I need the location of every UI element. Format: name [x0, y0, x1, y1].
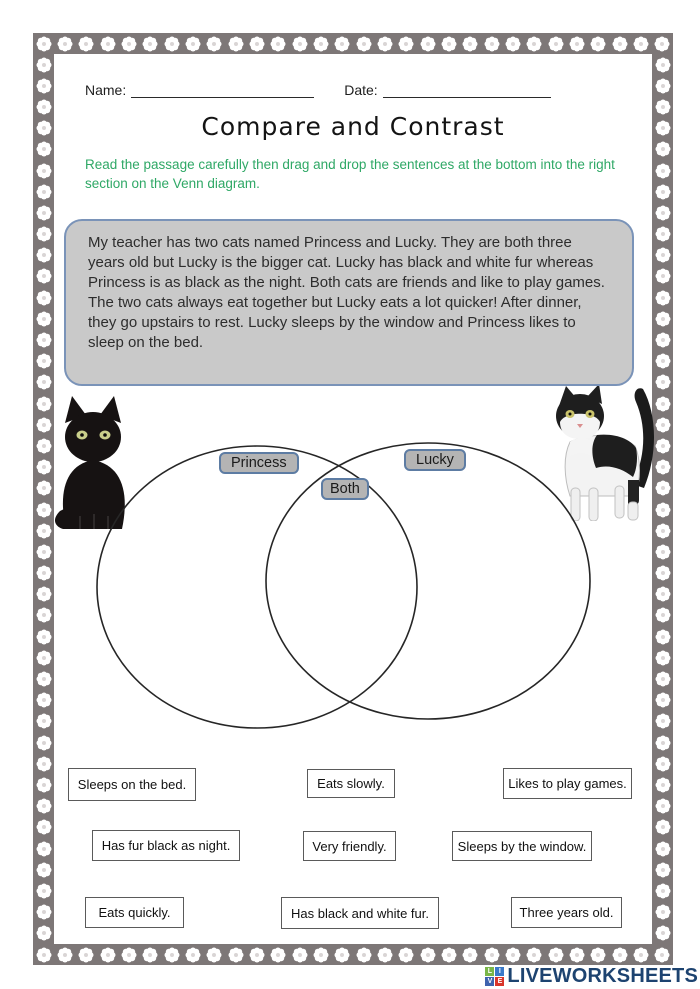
flower-icon: [36, 523, 51, 538]
name-input-line[interactable]: [131, 84, 314, 98]
flower-icon: [36, 57, 51, 72]
venn-label-both: Both: [321, 478, 369, 500]
flower-icon: [143, 947, 158, 962]
flower-icon: [505, 947, 520, 962]
flower-icon: [655, 163, 670, 178]
flower-icon: [36, 396, 51, 411]
flower-icon: [655, 184, 670, 199]
drag-sentence[interactable]: Has black and white fur.: [281, 897, 439, 929]
flower-icon: [36, 566, 51, 581]
flower-icon: [36, 438, 51, 453]
flower-icon: [569, 947, 584, 962]
flower-icon: [655, 333, 670, 348]
flower-icon: [655, 608, 670, 623]
flower-icon: [292, 947, 307, 962]
flower-icon: [633, 36, 648, 51]
flower-icon: [655, 57, 670, 72]
flower-icon: [655, 799, 670, 814]
flower-icon: [79, 36, 94, 51]
flower-icon: [36, 460, 51, 475]
flower-icon: [441, 947, 456, 962]
liveworksheets-logo-icon: [485, 967, 504, 986]
flower-icon: [655, 714, 670, 729]
flower-icon: [36, 481, 51, 496]
flower-icon: [36, 36, 51, 51]
flower-icon: [36, 333, 51, 348]
flower-icon: [655, 629, 670, 644]
flower-icon: [79, 947, 94, 962]
flower-icon: [121, 36, 136, 51]
flower-icon: [36, 799, 51, 814]
flower-icon: [271, 947, 286, 962]
flower-icon: [164, 36, 179, 51]
flower-icon: [185, 947, 200, 962]
flower-icon: [249, 947, 264, 962]
flower-icon: [100, 36, 115, 51]
flower-icon: [527, 947, 542, 962]
flower-icon: [57, 947, 72, 962]
flower-icon: [36, 184, 51, 199]
flower-icon: [36, 693, 51, 708]
flower-icon: [505, 36, 520, 51]
logo-letter: V: [485, 977, 494, 986]
flower-icon: [399, 36, 414, 51]
date-label: Date:: [344, 82, 378, 98]
venn-label-princess: Princess: [219, 452, 299, 474]
drag-sentence[interactable]: Three years old.: [511, 897, 622, 928]
drag-sentence[interactable]: Sleeps by the window.: [452, 831, 592, 861]
venn-label-lucky: Lucky: [404, 449, 466, 471]
flower-icon: [143, 36, 158, 51]
brand-wordmark[interactable]: LIVEWORKSHEETS: [507, 964, 698, 987]
flower-icon: [655, 99, 670, 114]
flower-icon: [313, 36, 328, 51]
flower-icon: [548, 947, 563, 962]
flower-icon: [36, 163, 51, 178]
flower-icon: [249, 36, 264, 51]
flower-icon: [57, 36, 72, 51]
flower-icon: [655, 756, 670, 771]
flower-icon: [377, 36, 392, 51]
flower-icon: [655, 544, 670, 559]
flower-icon: [36, 672, 51, 687]
page-title: Compare and Contrast: [201, 112, 505, 141]
flower-icon: [36, 735, 51, 750]
flower-icon: [420, 36, 435, 51]
flower-icon: [36, 290, 51, 305]
flower-icon: [36, 99, 51, 114]
flower-icon: [441, 36, 456, 51]
flower-icon: [655, 926, 670, 941]
flower-icon: [655, 78, 670, 93]
flower-icon: [655, 905, 670, 920]
flower-icon: [612, 947, 627, 962]
flower-icon: [36, 926, 51, 941]
flower-icon: [292, 36, 307, 51]
flower-icon: [463, 947, 478, 962]
flower-icon: [36, 947, 51, 962]
flower-icon: [655, 672, 670, 687]
flower-icon: [655, 142, 670, 157]
flower-icon: [164, 947, 179, 962]
flower-icon: [655, 587, 670, 602]
logo-letter: I: [495, 967, 504, 976]
flower-icon: [36, 862, 51, 877]
drag-sentence[interactable]: Sleeps on the bed.: [68, 768, 196, 801]
flower-icon: [36, 841, 51, 856]
flower-icon: [633, 947, 648, 962]
border-top: [33, 33, 673, 54]
instructions-text: Read the passage carefully then drag and drop the sentences at the bottom into the right section on the Venn diagram.: [85, 157, 615, 191]
flower-icon: [655, 566, 670, 581]
flower-icon: [399, 947, 414, 962]
flower-icon: [36, 248, 51, 263]
flower-icon: [655, 36, 670, 51]
name-date-row: [85, 82, 551, 98]
drag-sentence[interactable]: Eats slowly.: [307, 769, 395, 798]
flower-icon: [484, 36, 499, 51]
flower-icon: [655, 227, 670, 242]
flower-icon: [655, 248, 670, 263]
flower-icon: [36, 608, 51, 623]
drag-sentence[interactable]: Eats quickly.: [85, 897, 184, 928]
flower-icon: [655, 693, 670, 708]
flower-icon: [36, 121, 51, 136]
flower-icon: [335, 947, 350, 962]
flower-icon: [36, 354, 51, 369]
flower-icon: [655, 205, 670, 220]
border-bottom: [33, 944, 673, 965]
drag-sentence[interactable]: Likes to play games.: [503, 768, 632, 799]
flower-icon: [36, 502, 51, 517]
flower-icon: [591, 947, 606, 962]
flower-icon: [655, 947, 670, 962]
flower-icon: [36, 142, 51, 157]
flower-icon: [548, 36, 563, 51]
footer: [0, 963, 698, 989]
drag-sentence[interactable]: Has fur black as night.: [92, 830, 240, 861]
passage-box: My teacher has two cats named Princess and Lucky. They are both three years old but Lucky is the bigger cat. Lucky has black and white fur whereas Princess is as black as the night. Both cats are friends and like to play games. The two cats always eat together but Lucky eats a lot quicker! After dinner, they go upstairs to rest. Lucky sleeps by the window and Princess likes to sleep on the bed.: [64, 219, 634, 386]
flower-icon: [36, 777, 51, 792]
flower-icon: [655, 269, 670, 284]
name-label: Name:: [85, 82, 127, 98]
logo-letter: E: [495, 977, 504, 986]
flower-icon: [36, 756, 51, 771]
flower-icon: [36, 820, 51, 835]
flower-icon: [36, 905, 51, 920]
flower-icon: [36, 544, 51, 559]
flower-icon: [655, 735, 670, 750]
flower-icon: [655, 290, 670, 305]
flower-icon: [271, 36, 286, 51]
flower-icon: [185, 36, 200, 51]
venn-diagram[interactable]: [80, 428, 620, 746]
flower-icon: [655, 862, 670, 877]
flower-icon: [655, 523, 670, 538]
flower-icon: [36, 78, 51, 93]
flower-icon: [36, 650, 51, 665]
flower-icon: [420, 947, 435, 962]
flower-icon: [569, 36, 584, 51]
flower-icon: [36, 269, 51, 284]
flower-icon: [655, 777, 670, 792]
flower-icon: [655, 121, 670, 136]
flower-icon: [228, 36, 243, 51]
flower-icon: [655, 311, 670, 326]
flower-icon: [36, 417, 51, 432]
flower-icon: [591, 36, 606, 51]
flower-icon: [36, 883, 51, 898]
flower-icon: [527, 36, 542, 51]
flower-icon: [655, 841, 670, 856]
flower-icon: [36, 629, 51, 644]
flower-icon: [36, 375, 51, 390]
flower-icon: [313, 947, 328, 962]
flower-icon: [356, 36, 371, 51]
date-input-line[interactable]: [383, 84, 551, 98]
flower-icon: [377, 947, 392, 962]
flower-icon: [228, 947, 243, 962]
flower-icon: [356, 947, 371, 962]
flower-icon: [655, 883, 670, 898]
flower-icon: [207, 36, 222, 51]
flower-icon: [36, 311, 51, 326]
flower-icon: [484, 947, 499, 962]
flower-icon: [655, 650, 670, 665]
flower-icon: [655, 354, 670, 369]
flower-icon: [335, 36, 350, 51]
logo-letter: L: [485, 967, 494, 976]
flower-icon: [36, 714, 51, 729]
flower-icon: [36, 587, 51, 602]
flower-icon: [121, 947, 136, 962]
flower-icon: [207, 947, 222, 962]
flower-icon: [463, 36, 478, 51]
flower-icon: [612, 36, 627, 51]
flower-icon: [100, 947, 115, 962]
flower-icon: [36, 227, 51, 242]
flower-icon: [36, 205, 51, 220]
flower-icon: [655, 820, 670, 835]
drag-sentence[interactable]: Very friendly.: [303, 831, 396, 861]
